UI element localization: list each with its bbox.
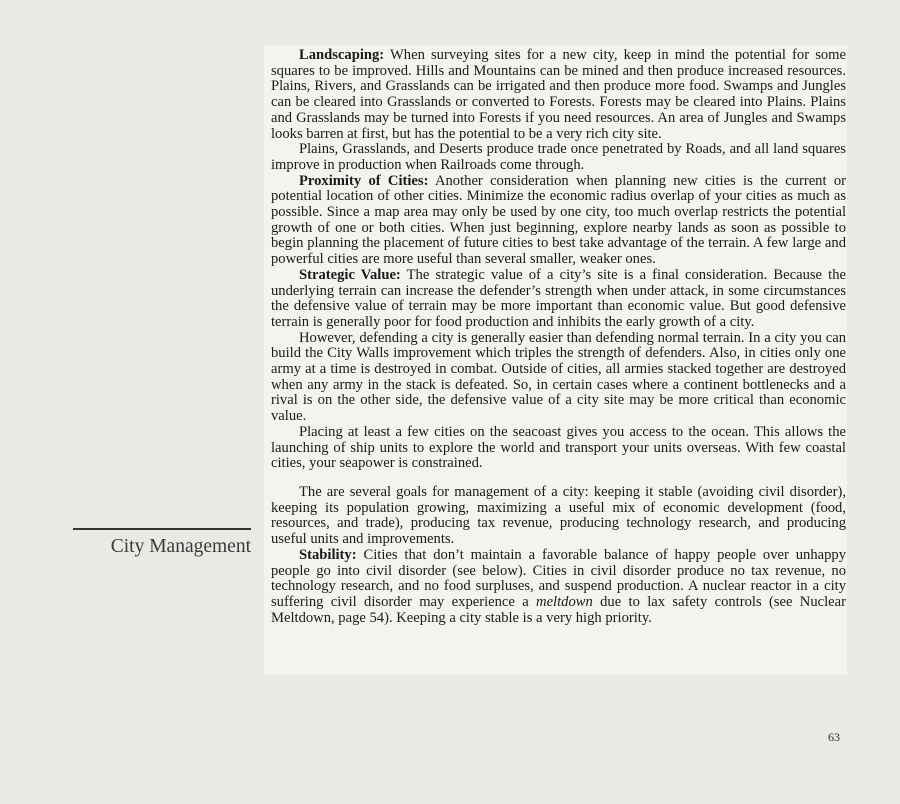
paragraph-text: The strategic value of a city’s site is a final consideration. Because the underlying terrain can increase the defender’s strength when under attack, in some circumstances the defensive value of terrain may be more important than economic value. But good defensive terrain is generally poor for food production and inhibits the early growth of a city. (271, 266, 846, 330)
page-number: 63 (828, 730, 840, 744)
paragraph-text: However, defending a city is generally easier than defending normal terrain. In a city you can build the City Walls improvement which triples the strength of defenders. Also, in cities only one army at a time is destroyed in combat. Outside of cities, all armies stacked together are destroyed when any army in the stack is defeated. So, in certain cases where a continent bottlenecks and a rival is on the other side, the defensive value of a city site may be more critical than economic value. (271, 329, 846, 425)
paragraph-text: When surveying sites for a new city, keep in mind the potential for some squares to be improved. Hills and Mountains can be mined and then produce increased resources. Plains, Rivers, and Grasslands can be irrigated and then produce more food. Swamps and Jungles can be cleared into Grasslands or converted to Forests. Forests may be cleared into Plains. Plains and Grasslands may be turned into Forests if you need resources. An area of Jungles and Swamps looks barren at first, but has the potential to be a very rich city site. (271, 47, 846, 142)
paragraph-stability (271, 548, 846, 627)
section-heading: City Management (110, 536, 251, 557)
paragraph-text: Plains, Grasslands, and Deserts produce trade once penetrated by Roads, and all land squares improve in production when Railroads come through. (271, 141, 846, 173)
run-in-heading: Landscaping: (299, 47, 385, 63)
paragraph-proximity (271, 174, 846, 268)
paragraph-defending (271, 331, 846, 425)
run-in-heading: Stability: (299, 546, 357, 563)
paragraph-strategic-value (271, 268, 846, 331)
run-in-heading: Proximity of Cities: (299, 172, 429, 189)
paragraph-text: Placing at least a few cities on the seacoast gives you access to the ocean. This allows the launching of ship units to explore the world and transport your units overseas. With few coastal cities, your seapower is constrained. (271, 423, 846, 472)
paragraph-seacoast (271, 425, 846, 472)
paragraph-roads (271, 142, 846, 173)
section-rule (73, 528, 251, 530)
paragraph-text: Another consideration when planning new cities is the current or potential location of other cities. Minimize the economic radius overlap of your cities as much as possible. Since a map area may only be used by one city, too much overlap restricts the potential growth of one or both cities. When just beginning, explore nearby lands as soon as possible to begin planning the placement of future cities to best take advantage of the terrain. A few large and powerful cities are more useful than several smaller, weaker ones. (271, 172, 846, 268)
paragraph-text: Cities that don’t maintain a favorable balance of happy people over unhappy people go into civil disorder (see below). Cities in civil disorder produce no tax revenue, no technology research, and no food surpluses, and suspend production. A nuclear reactor in a city suffering civil disorder may experience a (271, 546, 846, 610)
emphasis-text: meltdown (536, 593, 593, 610)
body-column (271, 48, 846, 626)
paragraph-landscaping (271, 48, 846, 142)
paragraph-text: The are several goals for management of a city: keeping it stable (avoiding civil disorder), keeping its population growing, maximizing a useful mix of economic development (food, resources, and trade), producing tax revenue, producing technology research, and producing useful units and improvements. (271, 483, 846, 548)
paragraph-text: due to lax safety controls (see Nuclear Meltdown, page 54). Keeping a city stable is a very high priority. (271, 593, 846, 626)
paragraph-management-goals (271, 485, 846, 548)
run-in-heading: Strategic Value: (299, 266, 401, 283)
